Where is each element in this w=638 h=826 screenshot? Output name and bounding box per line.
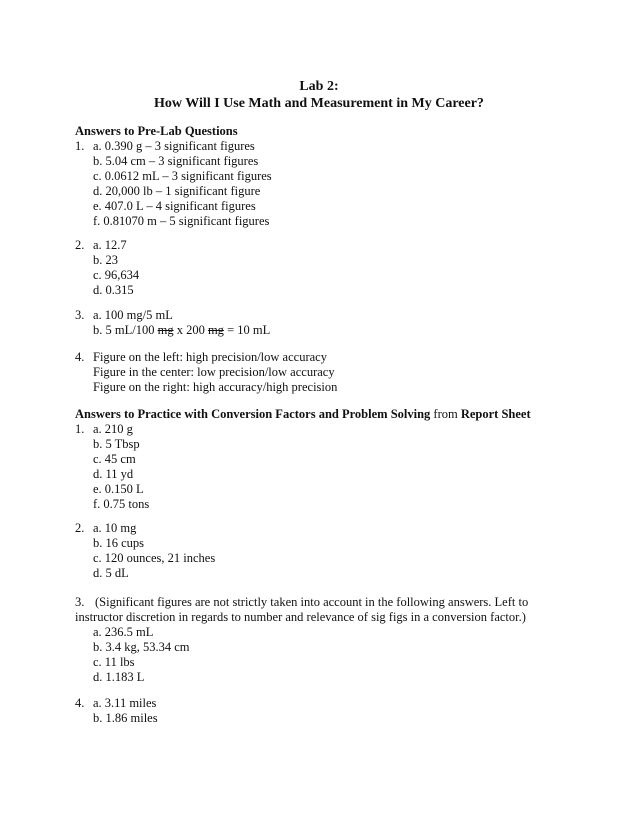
practice-q2-item: d. 5 dL	[93, 566, 129, 580]
prelab-q2-item: d. 0.315	[93, 283, 134, 297]
practice-q3-item: a. 236.5 mL	[93, 625, 154, 639]
prelab-q4-item: Figure on the left: high precision/low accuracy	[93, 350, 327, 364]
prelab-q3-b-text: x 200	[173, 323, 208, 337]
practice-q3-note-continued: instructor discretion in regards to number and relevance of sig figs in a conversion factor.)	[75, 610, 526, 624]
prelab-q2-item: c. 96,634	[93, 268, 140, 282]
practice-q1-item: a. 210 g	[93, 422, 133, 436]
prelab-q3-item-a: a. 100 mg/5 mL	[93, 308, 173, 322]
practice-q1-item: e. 0.150 L	[93, 482, 144, 496]
practice-q3-item: b. 3.4 kg, 53.34 cm	[93, 640, 190, 654]
practice-q2-item: b. 16 cups	[93, 536, 145, 550]
practice-heading-source: Report Sheet	[460, 407, 531, 421]
cancelled-unit: mg	[157, 323, 174, 337]
lab-subtitle: How Will I Use Math and Measurement in My Career?	[154, 96, 484, 111]
practice-q1-number: 1.	[75, 422, 85, 436]
practice-q2-item: c. 120 ounces, 21 inches	[93, 551, 216, 565]
prelab-q4-number: 4.	[75, 350, 85, 364]
prelab-q4-item: Figure in the center: low precision/low accuracy	[93, 365, 335, 379]
practice-q2-item: a. 10 mg	[93, 521, 137, 535]
practice-q3-note: (Significant figures are not strictly taken into account in the following answers. Left to	[95, 595, 529, 609]
practice-q4-item: b. 1.86 miles	[93, 711, 158, 725]
practice-q4-number: 4.	[75, 696, 85, 710]
practice-heading	[75, 407, 531, 422]
practice-heading-title: Answers to Practice with Conversion Factors and Problem Solving	[75, 407, 431, 421]
prelab-q2-number: 2.	[75, 238, 85, 252]
practice-q1-item: c. 45 cm	[93, 452, 136, 466]
prelab-q2-item: b. 23	[93, 253, 118, 267]
prelab-q3-b-text: b. 5 mL/100	[93, 323, 158, 337]
prelab-q4-item: Figure on the right: high accuracy/high precision	[93, 380, 338, 394]
practice-q1-item: b. 5 Tbsp	[93, 437, 140, 451]
practice-q1-item: f. 0.75 tons	[93, 497, 150, 511]
prelab-q1-item: b. 5.04 cm – 3 significant figures	[93, 154, 259, 168]
prelab-q1-number: 1.	[75, 139, 85, 153]
practice-q3-number: 3.	[75, 595, 85, 609]
prelab-q1-item: f. 0.81070 m – 5 significant figures	[93, 214, 270, 228]
practice-q4-item: a. 3.11 miles	[93, 696, 157, 710]
prelab-q1-item: c. 0.0612 mL – 3 significant figures	[93, 169, 272, 183]
prelab-q1-item: a. 0.390 g – 3 significant figures	[93, 139, 255, 153]
prelab-q1-item: d. 20,000 lb – 1 significant figure	[93, 184, 261, 198]
prelab-heading: Answers to Pre-Lab Questions	[75, 124, 238, 138]
practice-heading-from: from	[430, 407, 461, 421]
cancelled-unit: mg	[207, 323, 224, 337]
prelab-q3-item-b	[93, 323, 270, 338]
lab-title: Lab 2:	[299, 79, 339, 94]
practice-q2-number: 2.	[75, 521, 85, 535]
practice-q1-item: d. 11 yd	[93, 467, 134, 481]
prelab-q3-number: 3.	[75, 308, 85, 322]
prelab-q3-b-text: = 10 mL	[223, 323, 271, 337]
practice-q3-item: c. 11 lbs	[93, 655, 135, 669]
prelab-q2-item: a. 12.7	[93, 238, 127, 252]
practice-q3-item: d. 1.183 L	[93, 670, 145, 684]
prelab-q1-item: e. 407.0 L – 4 significant figures	[93, 199, 256, 213]
